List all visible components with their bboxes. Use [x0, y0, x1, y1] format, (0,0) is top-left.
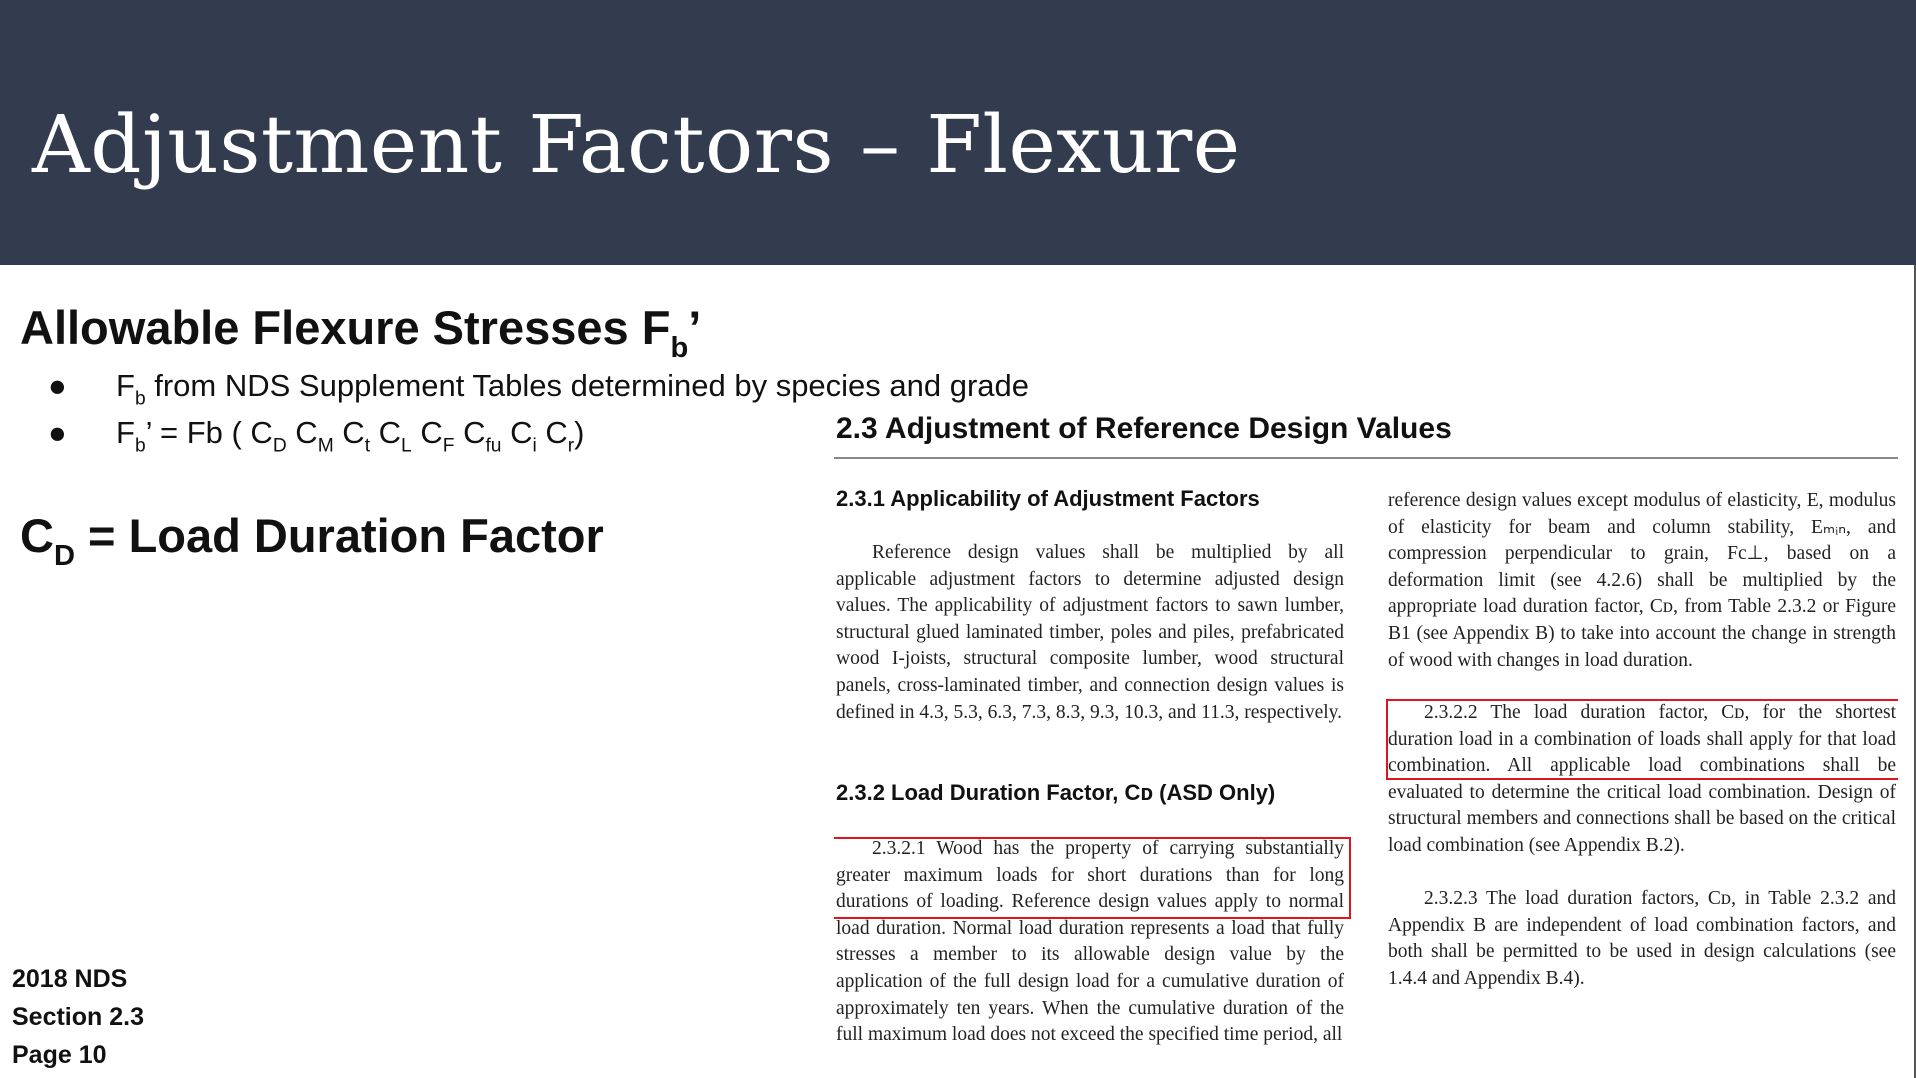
allowable-heading-sub: b — [670, 332, 689, 365]
bullet-dot-icon: ● — [48, 415, 67, 450]
cd-heading-sub: D — [53, 540, 75, 573]
reference-line-3: Page 10 — [12, 1041, 107, 1069]
nds-excerpt-image — [834, 412, 1898, 1078]
excerpt-section-title: 2.3 Adjustment of Reference Design Values — [836, 412, 1452, 445]
allowable-heading-text: Allowable Flexure Stresses F — [20, 301, 671, 354]
excerpt-subsection-231: 2.3.1 Applicability of Adjustment Factors — [836, 486, 1260, 511]
cd-heading — [20, 508, 604, 573]
excerpt-para-2322: 2.3.2.2 The load duration factor, Cᴅ, for the shortest duration load in a combination of loads shall apply for that load combination. All applicable load combinations shall be evaluated to determine the critical load combination. Design of structural members and connections shall be based on the critical load combination (see Appendix B.2). — [1388, 702, 1896, 856]
bullet-1-var: F — [116, 368, 135, 403]
slide-title: Adjustment Factors – Flexure — [32, 98, 1241, 191]
reference-line-2: Section 2.3 — [12, 1003, 144, 1031]
bullet-1 — [48, 368, 1030, 410]
bullet-1-sub: b — [134, 388, 146, 410]
excerpt-subsection-232: 2.3.2 Load Duration Factor, Cᴅ (ASD Only) — [836, 780, 1276, 805]
reference-line-1: 2018 NDS — [12, 965, 128, 993]
bullet-dot-icon: ● — [48, 368, 67, 403]
excerpt-para-2321: 2.3.2.1 Wood has the property of carrying substantially greater maximum loads for short durations than for long durations of loading. Reference design values apply to normal load duration. Normal load duration represents a load that fully stresses a member to its allowable design value by the application of the full design load for a cumulative duration of approximately ten years. When the cumulative duration of the full maximum load does not exceed the specified time period, all — [836, 838, 1344, 1046]
allowable-heading — [20, 300, 702, 365]
flexure-formula: $F_b$’ = Fb ( $C_D$ $C_M$ $C_t$ $C_L$ $C_F$ $C_{fu}$ $C_i$ $C_r$) — [116, 415, 585, 457]
excerpt-para-continued: reference design values except modulus of elasticity, E, modulus of elasticity for beam and column stability, Eₘᵢₙ, and compression perpendicular to grain, Fc⊥, based on a deformation limit (see 4.2.6) shall be multiplied by the appropriate load duration factor, Cᴅ, from Table 2.3.2 or Figure B1 (see Appendix B) to take into account the change in strength of wood with changes in load duration. — [1388, 490, 1896, 671]
title-bar — [0, 0, 1916, 265]
excerpt-para-2323: 2.3.2.3 The load duration factors, Cᴅ, in Table 2.3.2 and Appendix B are independent of load combination factors, and both shall be permitted to be used in design calculations (see 1.4.4 and Appendix B.4). — [1388, 888, 1896, 989]
reference-note — [12, 960, 144, 1074]
bullet-1-text: from NDS Supplement Tables determined by species and grade — [145, 368, 1030, 403]
cd-heading-text: = Load Duration Factor — [75, 509, 604, 562]
excerpt-title-rule — [834, 457, 1898, 459]
bullet-2 — [48, 415, 585, 457]
cd-heading-var: C — [20, 509, 54, 562]
excerpt-para-231: Reference design values shall be multiplied by all applicable adjustment factors to determine adjusted design values. The applicability of adjustment factors to sawn lumber, structural glued laminated timber, poles and piles, prefabricated wood I-joists, structural composite lumber, wood structural panels, cross-laminated timber, and connection design values is defined in 4.3, 5.3, 6.3, 7.3, 8.3, 9.3, 10.3, and 11.3, respectively. — [836, 542, 1344, 723]
allowable-heading-suffix: ’ — [688, 301, 702, 354]
